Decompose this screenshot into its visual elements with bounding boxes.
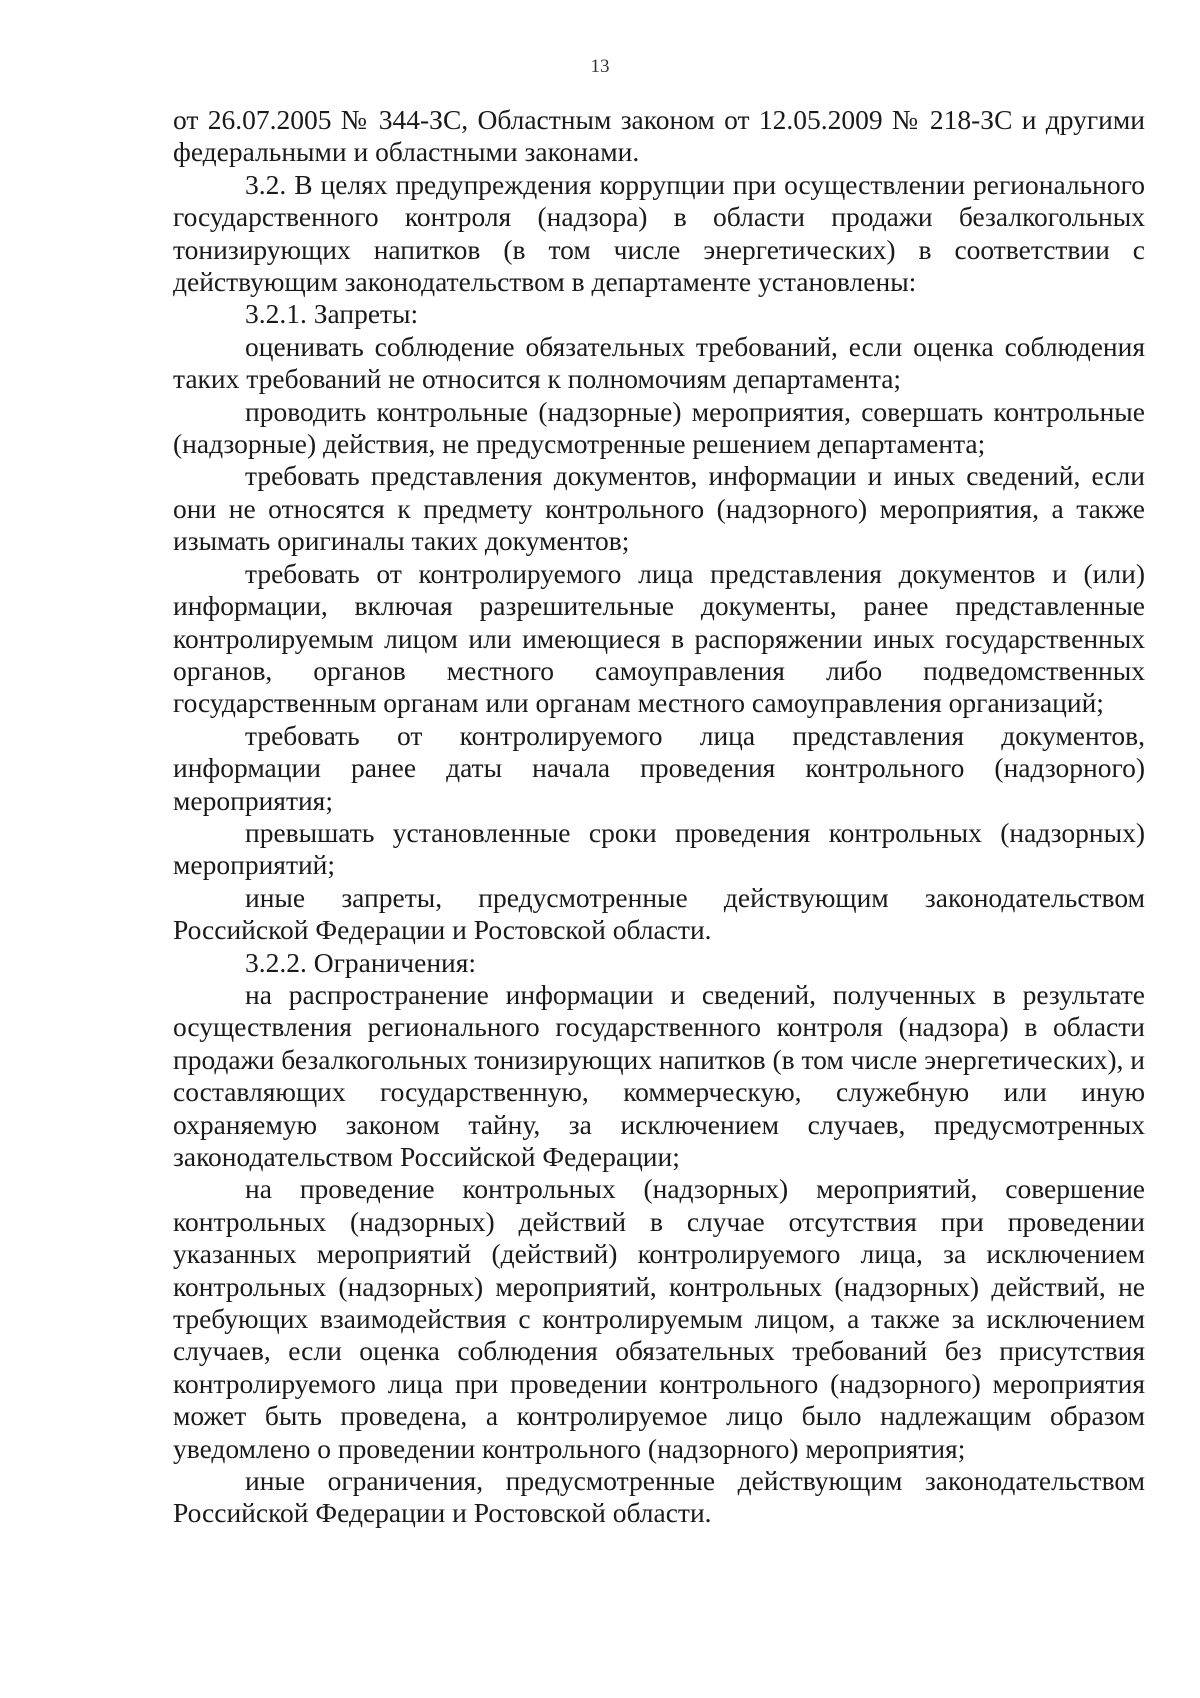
paragraph: на проведение контрольных (надзорных) мероприятий, совершение контрольных (надзорных) действий в случае отсутствия при проведении указанных мероприятий (действий) контролируемого лица, за исключением контрольных (надзорных) мероприятий, контрольных (надзорных) действий, не требующих взаимодействия с контролируемым лицом, а также за исключением случаев, если оценка соблюдения обязательных требований без присутствия контролируемого лица при проведении контрольного (надзорного) мероприятия может быть проведена, а контролируемое лицо было надлежащим образом уведомлено о проведении контрольного (надзорного) мероприятия;	[173, 1173, 1145, 1464]
paragraph: оценивать соблюдение обязательных требований, если оценка соблюдения таких требований не относится к полномочиям департамента;	[173, 330, 1145, 395]
document-body	[173, 104, 1145, 1530]
paragraph: требовать от контролируемого лица представления документов и (или) информации, включая разрешительные документы, ранее представленные контролируемым лицом или имеющиеся в распоряжении иных государственных органов, органов местного самоуправления либо подведомственных государственным органам или органам местного самоуправления организаций;	[173, 557, 1145, 719]
paragraph: требовать от контролируемого лица представления документов, информации ранее даты начала проведения контрольного (надзорного) мероприятия;	[173, 719, 1145, 816]
paragraph: иные ограничения, предусмотренные действующим законодательством Российской Федерации и Ростовской области.	[173, 1465, 1145, 1529]
paragraph: проводить контрольные (надзорные) мероприятия, совершать контрольные (надзорные) действия, не предусмотренные решением департамента;	[173, 395, 1145, 460]
paragraph: от 26.07.2005 № 344-ЗС, Областным законом от 12.05.2009 № 218-ЗС и другими федеральными и областными законами.	[173, 104, 1145, 168]
section-heading: 3.2.1. Запреты:	[245, 298, 419, 330]
page-number: 13	[590, 56, 610, 77]
paragraph: на распространение информации и сведений, полученных в результате осуществления регионального государственного контроля (надзора) в области продажи безалкогольных тонизирующих напитков (в том числе энергетических), и составляющих государственную, коммерческую, служебную или иную охраняемую законом тайну, за исключением случаев, предусмотренных законодательством Российской Федерации;	[173, 978, 1145, 1172]
paragraph: 3.2. В целях предупреждения коррупции при осуществлении регионального государственного контроля (надзора) в области продажи безалкогольных тонизирующих напитков (в том числе энергетических) в соответствии с действующим законодательством в департаменте установлены:	[173, 168, 1145, 298]
paragraph: иные запреты, предусмотренные действующим законодательством Российской Федерации и Ростовской области.	[173, 881, 1145, 946]
section-heading: 3.2.2. Ограничения:	[245, 946, 477, 978]
paragraph: превышать установленные сроки проведения контрольных (надзорных) мероприятий;	[173, 816, 1145, 881]
paragraph: требовать представления документов, информации и иных сведений, если они не относятся к предмету контрольного (надзорного) мероприятия, а также изымать оригиналы таких документов;	[173, 460, 1145, 557]
